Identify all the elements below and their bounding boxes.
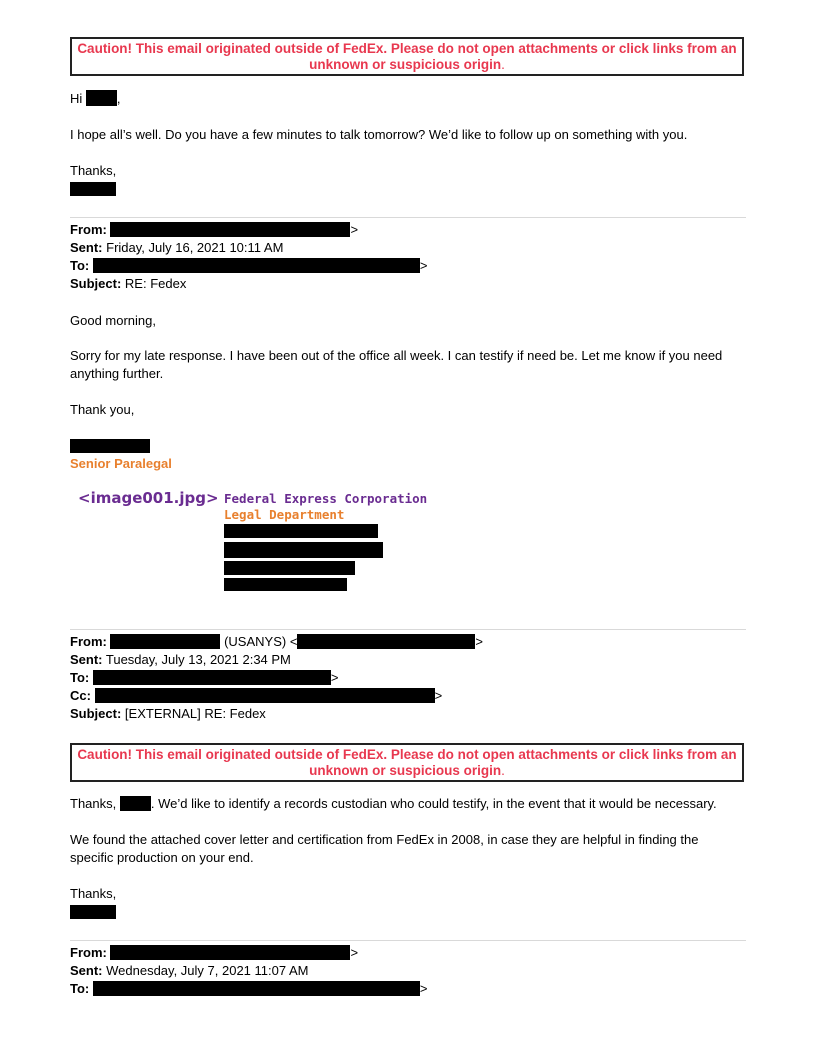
to-line xyxy=(70,980,427,998)
sent-value: Tuesday, July 13, 2021 2:34 PM xyxy=(105,652,291,667)
to-label: To: xyxy=(70,981,90,996)
address-redaction xyxy=(224,524,378,538)
signature-redaction xyxy=(70,439,150,453)
to-label: To: xyxy=(70,258,90,273)
subject-label: Subject: xyxy=(70,706,122,721)
caution-dot: . xyxy=(501,763,505,778)
caution-line-1: Caution! This email originated outside of FedEx. Please do not open attachments or click links from an xyxy=(77,747,737,762)
greeting-text: Hi xyxy=(70,91,83,106)
divider xyxy=(70,629,746,630)
subject-label: Subject: xyxy=(70,276,122,291)
to-label: To: xyxy=(70,670,90,685)
address-redaction xyxy=(224,542,383,558)
to-line xyxy=(70,257,427,275)
caution-line-2: unknown or suspicious origin xyxy=(309,57,502,72)
divider xyxy=(70,217,746,218)
from-suffix: > xyxy=(350,222,359,237)
redaction-block xyxy=(95,688,435,703)
signature-redaction xyxy=(70,182,116,196)
signoff: Thanks, xyxy=(70,163,117,178)
redaction-block xyxy=(297,634,475,649)
cc-label: Cc: xyxy=(70,688,91,703)
redaction-block xyxy=(93,981,420,996)
image-placeholder: <image001.jpg> xyxy=(78,489,219,507)
redaction-block xyxy=(110,945,350,960)
sent-line xyxy=(70,239,283,257)
subject-value: [EXTERNAL] RE: Fedex xyxy=(124,706,266,721)
email-body: Sorry for my late response. I have been out of the office all week. I can testify if need be. Let me know if you need anything further. xyxy=(70,348,723,381)
company-name: Federal Express Corporation xyxy=(224,491,428,506)
sent-line xyxy=(70,651,291,669)
signoff: Thanks, xyxy=(70,886,117,901)
from-label: From: xyxy=(70,945,107,960)
subject-value: RE: Fedex xyxy=(124,276,187,291)
redaction-block xyxy=(110,222,350,237)
signature-redaction xyxy=(70,905,116,919)
email-body: I hope all’s well. Do you have a few minutes to talk tomorrow? We’d like to follow up on something with you. xyxy=(70,127,688,142)
redaction-block xyxy=(110,634,220,649)
sent-value: Friday, July 16, 2021 10:11 AM xyxy=(106,240,284,255)
from-line xyxy=(70,221,358,239)
greeting-suffix: , xyxy=(116,91,121,106)
caution-line-1: Caution! This email originated outside of FedEx. Please do not open attachments or click links from an xyxy=(77,41,737,56)
from-line xyxy=(70,633,483,651)
address-redaction xyxy=(224,561,355,575)
subject-line xyxy=(70,705,266,723)
address-redaction xyxy=(224,578,347,591)
department-name: Legal Department xyxy=(224,507,345,522)
caution-banner xyxy=(70,37,744,76)
greeting: Good morning, xyxy=(70,313,156,328)
redaction-block xyxy=(120,796,151,811)
from-suffix: > xyxy=(475,634,484,649)
sent-label: Sent: xyxy=(70,652,103,667)
caution-banner xyxy=(70,743,744,782)
from-label: From: xyxy=(70,634,107,649)
thanks-prefix: Thanks, xyxy=(70,796,117,811)
cc-line xyxy=(70,687,442,705)
thanks-rest: . We’d like to identify a records custodian who could testify, in the event that it would be necessary. xyxy=(150,796,717,811)
to-suffix: > xyxy=(419,981,428,996)
divider xyxy=(70,940,746,941)
from-label: From: xyxy=(70,222,107,237)
sent-label: Sent: xyxy=(70,963,103,978)
signoff: Thank you, xyxy=(70,402,135,417)
from-suffix: > xyxy=(350,945,359,960)
from-mid: (USANYS) < xyxy=(224,634,298,649)
redaction-block xyxy=(86,90,117,106)
job-title: Senior Paralegal xyxy=(70,456,172,471)
sent-line xyxy=(70,962,308,980)
from-line xyxy=(70,944,358,962)
sent-label: Sent: xyxy=(70,240,103,255)
redaction-block xyxy=(93,258,420,273)
to-suffix: > xyxy=(419,258,428,273)
email-body: We found the attached cover letter and certification from FedEx in 2008, in case they are helpful in finding the specific production on your end. xyxy=(70,832,699,865)
subject-line xyxy=(70,275,186,293)
redaction-block xyxy=(93,670,331,685)
to-line xyxy=(70,669,338,687)
sent-value: Wednesday, July 7, 2021 11:07 AM xyxy=(106,963,309,978)
caution-line-2: unknown or suspicious origin xyxy=(309,763,502,778)
caution-dot: . xyxy=(501,57,505,72)
to-suffix: > xyxy=(330,670,339,685)
cc-suffix: > xyxy=(434,688,443,703)
greeting-line xyxy=(70,90,121,108)
thanks-line xyxy=(70,795,717,813)
